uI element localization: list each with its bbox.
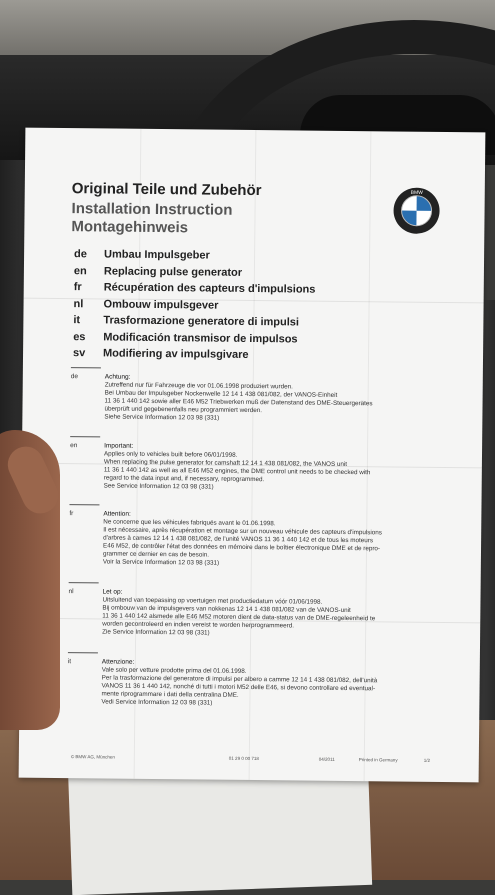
- footer-part-number: 01 29 0 00 718: [228, 755, 259, 762]
- list-item: [73, 345, 315, 364]
- list-item: [73, 329, 315, 348]
- instruction-sheet: [19, 128, 486, 783]
- section-line: Voir la Service Information 12 03 98 (331): [102, 558, 220, 567]
- section-line: Per la trasformazione del generatore di impulsi per albero a camme 12 14 1 438 081/082, dell'unità: [101, 674, 378, 685]
- section-code: nl: [68, 588, 74, 596]
- lang-code: fr: [73, 281, 82, 294]
- section-line: regard to the data input and, if necessary, reprogrammed.: [103, 474, 265, 484]
- section-line: Bij ombouw van de impulsgevers van nokkenas 12 14 1 438 081/082 van de VANOS-unit: [102, 604, 351, 615]
- divider: [69, 504, 99, 505]
- section-line: Ne concerne que les véhicules fabriqués avant le 01.06.1998.: [103, 518, 276, 528]
- section-line: 11 36 1 440 142 as well as all E46 M52 engines, the DME control unit needs to be checked with: [103, 466, 371, 477]
- section-line: grammer ce dernier en cas de besoin.: [102, 550, 210, 559]
- section-heading: Let op:: [102, 588, 123, 596]
- section-code: fr: [69, 510, 74, 518]
- section-line: Siehe Service Information 12 03 98 (331): [104, 413, 220, 422]
- lang-code: it: [73, 314, 81, 327]
- section-code: it: [67, 658, 72, 666]
- section-heading: Attention:: [103, 510, 131, 518]
- bmw-logo-icon: [392, 186, 441, 235]
- divider: [69, 582, 99, 583]
- section-line: 11 36 1 440 142 alsmede alle E46 M52 motoren dient de data-status van de DME-regeleenheid te: [102, 612, 376, 623]
- section-heading: Attenzione:: [101, 658, 135, 666]
- list-item: [74, 279, 316, 298]
- section-line: Zutreffend nur für Fahrzeuge die vor 01.06.1998 produziert wurden.: [104, 381, 293, 391]
- lang-title: Modificación transmisor de impulsos: [103, 330, 298, 345]
- footer-date: 04/2011: [318, 756, 335, 762]
- divider: [71, 367, 101, 368]
- section-line: Vedi Service Information 12 03 98 (331): [101, 698, 213, 707]
- logo-lettering: BMW: [410, 189, 423, 196]
- section-line: Vale solo per vetture prodotte prima del 01.06.1998.: [101, 666, 247, 675]
- doc-title-3: Montagehinweis: [71, 218, 189, 237]
- section-line: Il est nécessaire, après récupération et montage sur un nouveau véhicule des capteurs d'impulsions: [103, 526, 383, 537]
- section-line: Applies only to vehicles built before 06/01/1998.: [103, 450, 238, 459]
- section-code: de: [70, 373, 79, 381]
- section-line: 11 36 1 440 142 sowie aller E46 M52 Triebwerken muß der Datenstand des DME-Steuergerätes: [104, 397, 373, 408]
- list-item: [74, 246, 316, 265]
- footer-print: Printed in Germany: [358, 757, 398, 763]
- section-body: [104, 373, 449, 425]
- list-item: [73, 296, 315, 315]
- divider: [68, 652, 98, 653]
- doc-title-1: Original Teile und Zubehör: [71, 180, 262, 200]
- section-body: [102, 588, 447, 640]
- lang-code: sv: [72, 347, 86, 360]
- lang-title: Replacing pulse generator: [103, 264, 243, 279]
- lang-code: en: [73, 264, 87, 277]
- list-item: [74, 263, 316, 282]
- lang-title: Récupération des capteurs d'impulsions: [103, 281, 316, 296]
- lang-code: nl: [73, 297, 84, 310]
- lang-title: Umbau Impulsgeber: [104, 248, 210, 262]
- language-list: [73, 246, 316, 364]
- section-line: Bei Umbau der Impulsgeber Nockenwelle 12 14 1 438 081/082, der VANOS-Einheit: [104, 389, 338, 399]
- list-item: [73, 312, 315, 331]
- lang-code: es: [73, 330, 86, 343]
- section-line: mente riprogrammare i dati della centralina DME.: [101, 690, 239, 699]
- divider: [70, 436, 100, 437]
- section-code: en: [70, 442, 78, 450]
- section-line: Uitsluitend van toepassing op voertuigen met productiedatum vóór 01/06/1998.: [102, 596, 323, 606]
- section-line: When replacing the pulse generator for camshaft 12 14 1 438 081/082, the VANOS unit: [103, 458, 348, 468]
- lang-title: Modifiering av impulsgivare: [102, 347, 249, 361]
- section-heading: Achtung:: [104, 373, 131, 381]
- lang-title: Ombouw impulsgever: [103, 297, 219, 312]
- section-line: d'arbres à cames 12 14 1 438 081/082, de l'unité VANOS 11 36 1 440 142 et de tous les moteurs: [103, 534, 374, 545]
- section-body: [104, 442, 449, 494]
- section-line: See Service Information 12 03 98 (331): [103, 482, 214, 491]
- section-body: [101, 658, 446, 710]
- section-heading: Important:: [104, 442, 134, 450]
- section-line: E46 M52, de contrôler l'état des données en mémoire dans le boîtier électronique DME et de repro-: [103, 542, 381, 553]
- doc-title-2: Installation Instruction: [71, 200, 233, 219]
- lang-code: de: [74, 248, 87, 261]
- section-line: Zie Service Information 12 03 98 (331): [102, 628, 210, 637]
- section-body: [103, 510, 449, 570]
- lang-title: Trasformazione generatore di impulsi: [103, 314, 300, 329]
- section-line: überprüft und gegebenenfalls neu programmiert werden.: [104, 405, 263, 415]
- footer-page: 1/2: [423, 757, 431, 763]
- footer-copyright: © BMW AG, München: [70, 754, 115, 760]
- section-line: VANOS 11 36 1 440 142, nonché di tutti i motori M52 delle E46, si devono controllare ed eventual-: [101, 682, 376, 693]
- section-line: worden gecontroleerd en indien vereist te worden herprogrammeerd.: [102, 620, 295, 630]
